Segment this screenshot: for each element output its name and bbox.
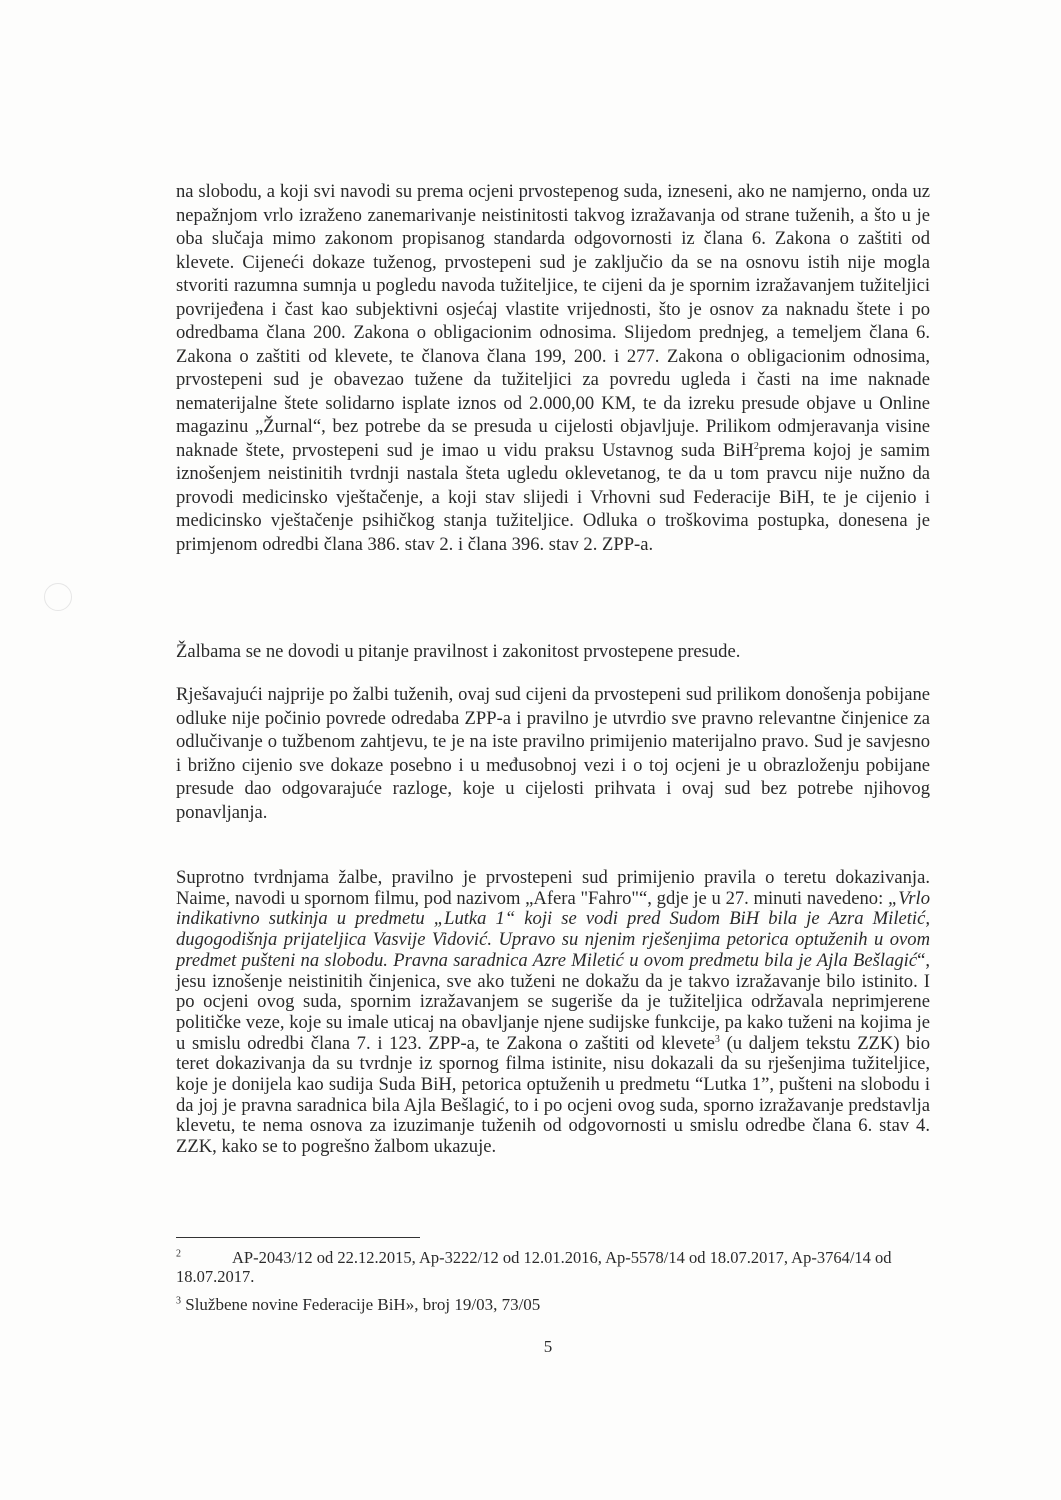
- footnote-3: [176, 1295, 936, 1314]
- footnote-2: [176, 1248, 936, 1286]
- paragraph-text: na slobodu, a koji svi navodi su prema ocjeni prvostepenog suda, izneseni, ako ne namjerno, onda uz nepažnjom vrlo izraženo zanemarivanje neistinitosti takvog izražavanja od strane tuženih, a što u je oba slučaja mimo zakonom propisanog standarda odgovornosti iz člana 6. Zakona o zaštiti od klevete. Cijeneći dokaze tuženog, prvostepeni sud je zaključio da se na osnovu istih nije mogla stvoriti razumna sumnja u pogledu navoda tužiteljice, te cijeni da je spornim izražavanjem tužiteljici povrijeđena i čast kao subjektivni osjećaj vlastite vrijednosti, što je osnov za naknadu štete i po odredbama člana 200. Zakona o obligacionim odnosima. Slijedom prednjeg, a temeljem člana 6. Zakona o zaštiti od klevete, te članova člana 199, 200. i 277. Zakona o obligacionim odnosima, prvostepeni sud je obavezao tužene da tužiteljici za povredu ugleda i časti na ime naknade nematerijalne štete solidarno isplate iznos od 2.000,00 KM, te da izreku presude objave u Online magazinu „Žurnal“, bez potrebe da se presuda u cijelosti objavljuje. Prilikom odmjeravanja visine naknade štete, prvostepeni sud je imao u vidu praksu Ustavnog suda BiH: [176, 181, 930, 461]
- paragraph-text-continued: “, jesu iznošenje neistinitih činjenica, sve ako tuženi ne dokažu da je takvo izražavanje bilo istinito. I po ocjeni ovog suda, spornim izražavanjem se sugeriše da je tužiteljica održavala neprimjerene političke veze, koje su imale uticaj na obavljanje njene sudijske funkcije, pa kako tuženi na kojima je u smislu odredbi člana 7. i 123. ZPP-a, te Zakona o zaštiti od klevete: [176, 949, 930, 1054]
- paragraph-burden-of-proof: [176, 868, 930, 1158]
- paragraph-text: Žalbama se ne dovodi u pitanje pravilnost i zakonitost prvostepene presude.: [176, 641, 741, 662]
- paragraph-appeals: [176, 640, 930, 664]
- footnote-ref-3[interactable]: 3: [714, 1033, 720, 1045]
- film-quote: „Vrlo indikativno sutkinja u predmetu „Lutka 1“ koji se vodi pred Sudom BiH bila je Azra Miletić, dugogodišnja prijateljica Vasvije Vidović. Upravo su njenim rješenjima petorica optuženih u ovom predmet pušteni na slobodu. Pravna saradnica Azre Miletić u ovom predmetu bila je Ajla Bešlagić: [176, 887, 930, 971]
- footnote-mark: 2: [176, 1248, 181, 1260]
- paragraph-ruling: [176, 683, 930, 824]
- footnotes: [176, 1248, 936, 1314]
- footnote-mark: 3: [176, 1295, 181, 1307]
- paragraph-text: Suprotno tvrdnjama žalbe, pravilno je prvostepeni sud primijenio pravila o teretu dokazivanja. Naime, navodi u spornom filmu, pod nazivom „Afera "Fahro"“, gdje je u 27. minuti navedeno:: [176, 867, 930, 909]
- paragraph-text-continued: prema kojoj je samim iznošenjem neistinitih tvrdnji nastala šteta ugledu oklevetanog, te da u tom pravcu nije nužno da provodi medicinsko vještačenje, a koji stav slijedi i Vrhovni sud Federacije BiH, te je cijenio i medicinsko vještačenje psihičkog stanja tužiteljice. Odluka o troškovima postupka, donesena je primjenom odredbi člana 386. stav 2. i člana 396. stav 2. ZPP-a.: [176, 439, 931, 555]
- punch-hole-mark: [44, 583, 72, 611]
- footnote-text: AP-2043/12 od 22.12.2015, Ap-3222/12 od 12.01.2016, Ap-5578/14 od 18.07.2017, Ap-3764/14 od 18.07.2017.: [176, 1248, 892, 1286]
- paragraph-text-end: (u daljem tekstu ZZK) bio teret dokazivanja da su tvrdnje iz spornog filma istinite, nisu dokazali da su rješenjima tužiteljice, koje je donijela kao sudija Suda BiH, petorica optuženih u predmetu “Lutka 1”, pušteni na slobodu i da joj je pravna saradnica bila Ajla Bešlagić, to i po ocjeni ovog suda, sporno izražavanje predstavlja klevetu, te nema osnova za izuzimanje tuženih od odgovornosti u smislu odredbe člana 6. stav 4. ZZK, kako se to pogrešno žalbom ukazuje.: [176, 1032, 930, 1158]
- footnote-separator: [176, 1237, 420, 1238]
- footnote-text: Službene novine Federacije BiH», broj 19/03, 73/05: [181, 1295, 541, 1314]
- footnote-ref-2[interactable]: 2: [753, 440, 759, 452]
- paragraph-summary: [176, 180, 930, 556]
- page-number: 5: [543, 1337, 553, 1356]
- paragraph-text: Rješavajući najprije po žalbi tuženih, ovaj sud cijeni da prvostepeni sud prilikom donošenja pobijane odluke nije počinio povrede odredaba ZPP-a i pravilno je utvrdio sve pravno relevantne činjenice za odlučivanje o tužbenom zahtjevu, te je na iste pravilno primijenio materijalno pravo. Sud je savjesno i brižno cijenio sve dokaze posebno i u međusobnoj vezi i o toj ocjeni je u obrazloženju pobijane presude dao odgovarajuće razloge, koje u cijelosti prihvata i ovaj sud bez potrebe njihovog ponavljanja.: [176, 684, 930, 823]
